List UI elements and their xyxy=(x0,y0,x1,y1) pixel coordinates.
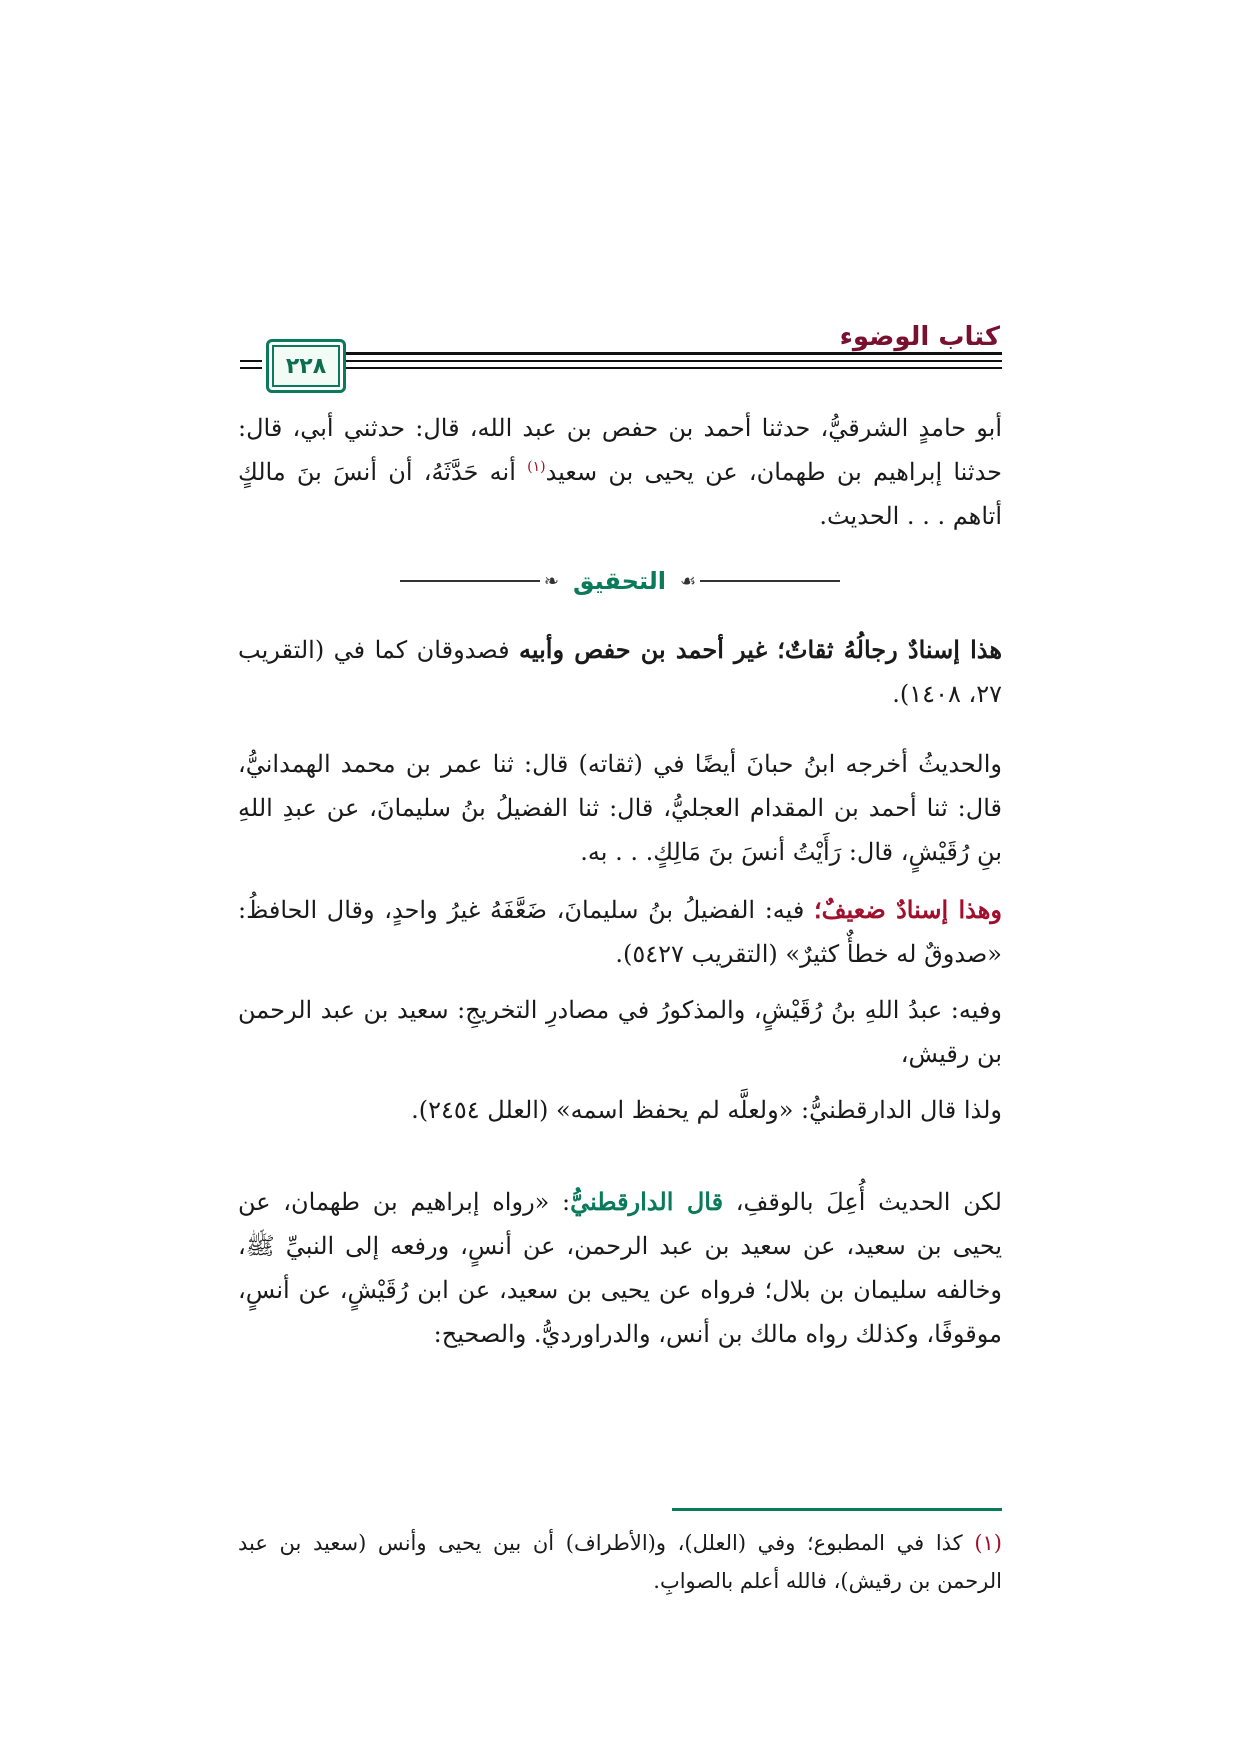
section-title: التحقيق xyxy=(572,567,666,595)
paragraph-2-bold: هذا إسنادٌ رجالُهُ ثقاتٌ؛ غير أحمد بن حفص وأبيه xyxy=(518,635,1002,664)
paragraph-5-text: وفيه: عبدُ اللهِ بنُ رُقَيْشٍ، والمذكورُ في مصادرِ التخريجِ: سعيد بن عبد الرحمن بن رقيش، xyxy=(238,996,1002,1068)
paragraph-7 xyxy=(238,1180,1002,1356)
ornament-icon: ❧ xyxy=(543,570,559,592)
paragraph-4 xyxy=(238,888,1002,976)
footnote-rule xyxy=(672,1508,1002,1511)
ornament-icon: ☙ xyxy=(680,570,697,592)
header-rule-bottom xyxy=(346,360,1002,362)
paragraph-1-continued: أنه حَدَّثَهُ، أن أنسَ بنَ مالكٍ أتاهم . . . الحديث. xyxy=(238,458,1002,530)
page-number-badge xyxy=(266,339,346,393)
separator-line-left xyxy=(400,580,540,582)
paragraph-6-text: ولذا قال الدارقطنيُّ: «ولعلَّه لم يحفظ اسمه» (العلل ٢٤٥٤). xyxy=(411,1096,1002,1124)
paragraph-4-highlight: وهذا إسنادٌ ضعيفٌ؛ xyxy=(814,895,1003,924)
paragraph-5 xyxy=(238,988,1002,1076)
paragraph-3 xyxy=(238,742,1002,874)
paragraph-2 xyxy=(238,628,1002,716)
paragraph-7-highlight: قال الدارقطنيُّ xyxy=(570,1187,724,1216)
section-separator xyxy=(400,566,840,596)
header-rule-third xyxy=(346,367,1002,369)
paragraph-7-text: : «رواه إبراهيم بن طهمان، عن يحيى بن سعيد، عن سعيد بن عبد الرحمن، عن أنسٍ، ورفعه إلى النبيِّ ﷺ، وخالفه سليمان بن بلال؛ فرواه عن يحيى بن سعيد، عن ابن رُقَيْشٍ، عن أنسٍ، موقوفًا، وكذلك رواه مالك بن أنس، والدراورديُّ. والصحيح: xyxy=(238,1188,1002,1348)
footnote-number: (١) xyxy=(974,1531,1002,1555)
header-rule-left-short xyxy=(240,360,262,362)
header-rule-top xyxy=(346,352,1002,355)
footnote-text: كذا في المطبوع؛ وفي (العلل)، و(الأطراف) أن بين يحيى وأنس (سعيد بن عبد الرحمن بن رقيش)، فالله أعلم بالصوابِ. xyxy=(238,1531,1002,1593)
paragraph-6 xyxy=(238,1088,1002,1132)
paragraph-7-start: لكن الحديث أُعِلَ بالوقفِ، xyxy=(723,1188,1002,1216)
footnote-reference[interactable]: (١) xyxy=(527,459,546,475)
paragraph-1 xyxy=(238,406,1002,538)
page-number: ٢٢٨ xyxy=(285,353,327,379)
paragraph-1-text: أبو حامدٍ الشرقيُّ، حدثنا أحمد بن حفص بن عبد الله، قال: حدثني أبي، قال: حدثنا إبراهيم بن طهمان، عن يحيى بن سعيد xyxy=(238,414,1003,486)
paragraph-4-text: فيه: الفضيلُ بنُ سليمانَ، ضَعَّفَهُ غيرُ واحدٍ، وقال الحافظُ: «صدوقٌ له خطأٌ كثيرٌ» (التقريب ٥٤٢٧). xyxy=(238,896,1002,968)
paragraph-3-text: والحديثُ أخرجه ابنُ حبانَ أيضًا في (ثقاته) قال: ثنا عمر بن محمد الهمدانيُّ، قال: ثنا أحمد بن المقدام العجليُّ، قال: ثنا الفضيلُ بنُ سليمانَ، عن عبدِ اللهِ بنِ رُقَيْشٍ، قال: رَأَيْتُ أنسَ بنَ مَالِكٍ. . . به. xyxy=(238,750,1002,866)
header-rule-left-short-2 xyxy=(240,367,262,369)
paragraph-2-text: فصدوقان كما في (التقريب ٢٧، ١٤٠٨). xyxy=(238,636,1002,708)
separator-line-right xyxy=(700,580,840,582)
footnote xyxy=(238,1524,1002,1600)
running-header-title: كتاب الوضوء xyxy=(839,322,1000,352)
